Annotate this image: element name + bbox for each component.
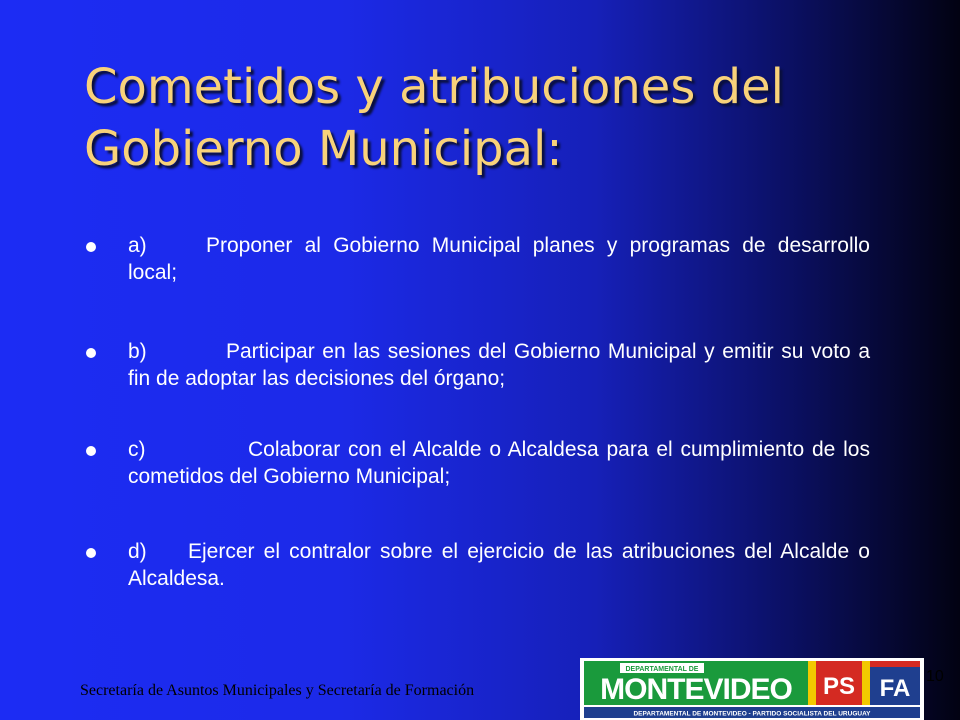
logo-small-top: DEPARTAMENTAL DE: [625, 666, 699, 673]
logo-graphic: [580, 658, 924, 720]
title-line-1: Cometidos y atribuciones del: [84, 59, 784, 115]
bullet-text-d: [128, 538, 870, 592]
bullet-body-b: Participar en las sesiones del Gobierno Municipal y emitir su voto a fin de adoptar las decisiones del órgano;: [128, 340, 870, 390]
footer-text: Secretaría de Asuntos Municipales y Secretaría de Formación: [80, 682, 475, 699]
bullet-body-c: Colaborar con el Alcalde o Alcaldesa para el cumplimiento de los cometidos del Gobierno Municipal;: [128, 438, 870, 488]
bullet-body-a: Proponer al Gobierno Municipal planes y programas de desarrollo local;: [128, 234, 870, 284]
logo-bottom-text: DEPARTAMENTAL DE MONTEVIDEO - PARTIDO SOCIALISTA DEL URUGUAY: [633, 710, 871, 718]
bullet-dot: [86, 348, 96, 358]
bullet-letter-c: c): [128, 438, 146, 461]
title-line-2: Gobierno Municipal:: [84, 121, 563, 177]
bullet-letter-d: d): [128, 540, 147, 563]
bullet-dot: [86, 446, 96, 456]
bullet-text-a: [128, 232, 870, 286]
bullet-letter-b: b): [128, 340, 147, 363]
logo-separator: [862, 661, 870, 705]
page-number: 10: [926, 668, 944, 685]
bullet-text-b: [128, 338, 870, 392]
bullet-dot: [86, 242, 96, 252]
bullet-letter-a: a): [128, 234, 147, 257]
bullet-text-c: [128, 436, 870, 490]
bullet-body-d: Ejercer el contralor sobre el ejercicio de las atribuciones del Alcalde o Alcaldesa.: [128, 540, 870, 590]
logo-separator: [808, 661, 816, 705]
logo-ps-text: PS: [822, 673, 856, 700]
bullet-dot: [86, 548, 96, 558]
logo-main-text: MONTEVIDEO: [600, 673, 792, 706]
slide-title: [84, 56, 904, 180]
logo-flag-stripe: [870, 661, 920, 667]
montevideo-ps-fa-logo: [580, 658, 924, 720]
logo-fa-text: FA: [879, 675, 911, 702]
